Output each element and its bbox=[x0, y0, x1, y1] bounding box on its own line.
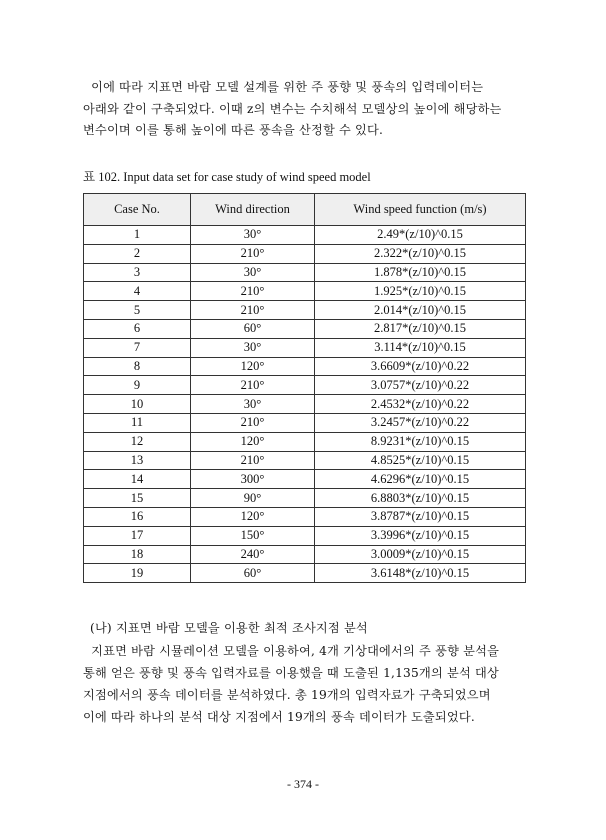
case-no-cell: 9 bbox=[84, 376, 191, 395]
table-caption: 표 102. Input data set for case study of wind speed model bbox=[83, 170, 371, 184]
case-no-cell: 13 bbox=[84, 451, 191, 470]
wind-direction-cell: 210° bbox=[191, 451, 315, 470]
case-no-cell: 19 bbox=[84, 564, 191, 583]
header-wind-direction: Wind direction bbox=[191, 194, 315, 226]
wind-speed-function-cell: 2.014*(z/10)^0.15 bbox=[315, 301, 526, 320]
wind-direction-cell: 30° bbox=[191, 226, 315, 245]
wind-direction-cell: 60° bbox=[191, 319, 315, 338]
table-header-row bbox=[84, 194, 526, 226]
wind-direction-cell: 240° bbox=[191, 545, 315, 564]
table-row bbox=[84, 545, 526, 564]
case-no-cell: 10 bbox=[84, 395, 191, 414]
case-no-cell: 5 bbox=[84, 301, 191, 320]
table-row bbox=[84, 376, 526, 395]
wind-speed-function-cell: 3.6609*(z/10)^0.22 bbox=[315, 357, 526, 376]
table-row bbox=[84, 282, 526, 301]
wind-direction-cell: 210° bbox=[191, 413, 315, 432]
intro-line: 이에 따라 지표면 바람 모델 설계를 위한 주 풍향 및 풍속의 입력데이터는 bbox=[83, 80, 484, 94]
case-no-cell: 11 bbox=[84, 413, 191, 432]
wind-speed-function-cell: 1.925*(z/10)^0.15 bbox=[315, 282, 526, 301]
wind-direction-cell: 120° bbox=[191, 432, 315, 451]
intro-line: 아래와 같이 구축되었다. 이때 z의 변수는 수치해석 모델상의 높이에 해당하는 bbox=[83, 102, 502, 116]
wind-speed-function-cell: 1.878*(z/10)^0.15 bbox=[315, 263, 526, 282]
case-no-cell: 18 bbox=[84, 545, 191, 564]
table-row bbox=[84, 451, 526, 470]
table-row bbox=[84, 526, 526, 545]
wind-speed-function-cell: 3.3996*(z/10)^0.15 bbox=[315, 526, 526, 545]
wind-speed-function-cell: 2.49*(z/10)^0.15 bbox=[315, 226, 526, 245]
table-row bbox=[84, 395, 526, 414]
case-no-cell: 3 bbox=[84, 263, 191, 282]
table-row bbox=[84, 357, 526, 376]
wind-input-table bbox=[83, 193, 526, 583]
intro-line: 변수이며 이를 통해 높이에 따른 풍속을 산정할 수 있다. bbox=[83, 123, 384, 137]
table-row bbox=[84, 338, 526, 357]
case-no-cell: 12 bbox=[84, 432, 191, 451]
wind-direction-cell: 120° bbox=[191, 357, 315, 376]
table-row bbox=[84, 507, 526, 526]
wind-speed-function-cell: 3.6148*(z/10)^0.15 bbox=[315, 564, 526, 583]
table-row bbox=[84, 413, 526, 432]
wind-direction-cell: 30° bbox=[191, 395, 315, 414]
table-row bbox=[84, 244, 526, 263]
page-number: - 374 - bbox=[287, 777, 319, 791]
case-no-cell: 16 bbox=[84, 507, 191, 526]
wind-direction-cell: 90° bbox=[191, 489, 315, 508]
wind-direction-cell: 210° bbox=[191, 244, 315, 263]
header-case-no: Case No. bbox=[84, 194, 191, 226]
section-line: 통해 얻은 풍향 및 풍속 입력자료를 이용했을 때 도출된 1,135개의 분석 대상 bbox=[83, 666, 499, 680]
case-no-cell: 2 bbox=[84, 244, 191, 263]
wind-speed-function-cell: 8.9231*(z/10)^0.15 bbox=[315, 432, 526, 451]
wind-speed-function-cell: 3.2457*(z/10)^0.22 bbox=[315, 413, 526, 432]
section-line: 이에 따라 하나의 분석 대상 지점에서 19개의 풍속 데이터가 도출되었다. bbox=[83, 710, 475, 724]
wind-speed-function-cell: 3.114*(z/10)^0.15 bbox=[315, 338, 526, 357]
case-no-cell: 17 bbox=[84, 526, 191, 545]
case-no-cell: 4 bbox=[84, 282, 191, 301]
table-row bbox=[84, 470, 526, 489]
wind-direction-cell: 210° bbox=[191, 282, 315, 301]
wind-direction-cell: 30° bbox=[191, 338, 315, 357]
wind-direction-cell: 120° bbox=[191, 507, 315, 526]
table-row bbox=[84, 489, 526, 508]
section-heading: (나) 지표면 바람 모델을 이용한 최적 조사지점 분석 bbox=[90, 621, 368, 635]
wind-speed-function-cell: 2.322*(z/10)^0.15 bbox=[315, 244, 526, 263]
table-row bbox=[84, 432, 526, 451]
wind-speed-function-cell: 3.0009*(z/10)^0.15 bbox=[315, 545, 526, 564]
case-no-cell: 8 bbox=[84, 357, 191, 376]
wind-direction-cell: 210° bbox=[191, 301, 315, 320]
case-no-cell: 14 bbox=[84, 470, 191, 489]
wind-speed-function-cell: 2.4532*(z/10)^0.22 bbox=[315, 395, 526, 414]
wind-speed-function-cell: 4.8525*(z/10)^0.15 bbox=[315, 451, 526, 470]
wind-direction-cell: 150° bbox=[191, 526, 315, 545]
wind-direction-cell: 210° bbox=[191, 376, 315, 395]
table-row bbox=[84, 301, 526, 320]
table-row bbox=[84, 564, 526, 583]
wind-direction-cell: 30° bbox=[191, 263, 315, 282]
wind-speed-function-cell: 3.0757*(z/10)^0.22 bbox=[315, 376, 526, 395]
table-row bbox=[84, 319, 526, 338]
wind-direction-cell: 300° bbox=[191, 470, 315, 489]
case-no-cell: 7 bbox=[84, 338, 191, 357]
wind-speed-function-cell: 2.817*(z/10)^0.15 bbox=[315, 319, 526, 338]
table-row bbox=[84, 226, 526, 245]
table-row bbox=[84, 263, 526, 282]
section-line: 지점에서의 풍속 데이터를 분석하였다. 총 19개의 입력자료가 구축되었으며 bbox=[83, 688, 491, 702]
wind-speed-function-cell: 6.8803*(z/10)^0.15 bbox=[315, 489, 526, 508]
wind-speed-function-cell: 3.8787*(z/10)^0.15 bbox=[315, 507, 526, 526]
wind-speed-function-cell: 4.6296*(z/10)^0.15 bbox=[315, 470, 526, 489]
case-no-cell: 15 bbox=[84, 489, 191, 508]
case-no-cell: 6 bbox=[84, 319, 191, 338]
section-line: 지표면 바람 시뮬레이션 모델을 이용하여, 4개 기상대에서의 주 풍향 분석을 bbox=[83, 644, 500, 658]
header-wind-speed-function: Wind speed function (m/s) bbox=[315, 194, 526, 226]
case-no-cell: 1 bbox=[84, 226, 191, 245]
wind-direction-cell: 60° bbox=[191, 564, 315, 583]
